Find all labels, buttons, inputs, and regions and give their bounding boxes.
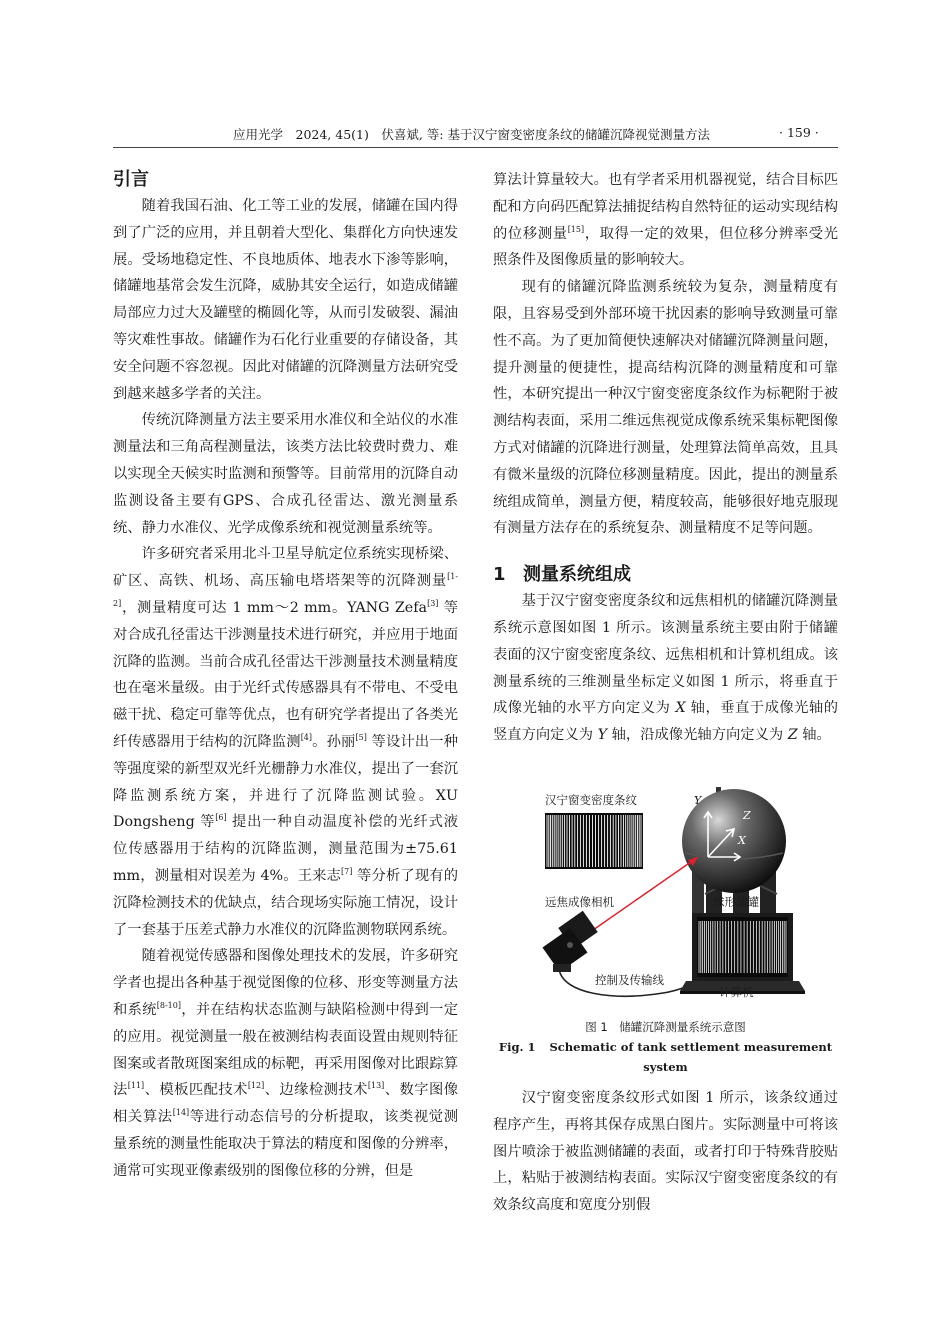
intro-heading: 引言 [113,169,149,190]
label-camera: 远焦成像相机 [545,894,614,909]
figure-1 [493,769,838,1009]
citation: [15] [567,224,585,234]
label-tank: 球形储罐 [713,894,759,909]
citation: [3] [427,599,439,609]
citation: [12] [247,1081,265,1091]
axis-label-z: Z [743,808,751,822]
label-stripe-target: 汉宁窗变密度条纹 [545,792,637,807]
figure-1-caption-cn: 图 1 储罐沉降测量系统示意图 [585,1019,746,1034]
section-title: 测量系统组成 [523,564,631,586]
section-1-paragraph-1: 基于汉宁窗变密度条纹和远焦相机的储罐沉降测量系统示意图如图 1 所示。该测量系统主要由附于储罐表面的汉宁窗变密度条纹、远焦相机和计算机组成。该测量系统的三维测量坐标定义如图 1 所示，将垂直于成像光轴的水平方向定义为 X 轴，垂直于成像光轴的竖直方向定义为 Y 轴，沿成像光轴方向定义为 Z 轴。 [493,593,839,744]
citation: [13] [367,1081,385,1091]
label-cable: 控制及传输线 [595,972,664,987]
citation: [11] [127,1081,145,1091]
stripe-target-image [545,813,643,869]
axis-label-y: Y [694,793,702,807]
camera-image [542,911,597,972]
header-rule [113,147,838,148]
intro-paragraph-3: 许多研究者采用北斗卫星导航定位系统实现桥梁、矿区、高铁、机场、高压输电塔塔架等的沉降测量[1-2]，测量精度可达 1 mm～2 mm。YANG Zefa[3] 等对合成孔径雷达干涉测量技术进行研究，并应用于地面沉降的监测。当前合成孔径雷达干涉测量技术测量精度也在毫米量级。由于光纤式传感器具有不带电、不受电磁干扰、稳定可靠等优点，也有研究学者提出了各类光纤传感器用于结构的沉降监测[4]。孙丽[5] 等设计出一种等强度梁的新型双光纤光栅静力水准仪，提出了一套沉降监测系统方案，并进行了沉降监测试验。XU Dongsheng 等[6] 提出一种自动温度补偿的光纤式液位传感器用于结构的沉降监测，测量范围为±75.61 mm，测量相对误差为 4%。王来志[7] 等分析了现有的沉降检测技术的优缺点，结合现场实际施工情况，设计了一套基于压差式静力水准仪的沉降监测物联网系统。 [113,546,459,938]
section-number: 1 [493,564,506,586]
section-1-paragraph-2: 汉宁窗变密度条纹形式如图 1 所示，该条纹通过程序产生，再将其保存成黑白图片。实际测量中可将该图片喷涂于被监测储罐的表面，或者打印于特殊背胶贴上，粘贴于被测结构表面。实际汉宁窗变密度条纹的有效条纹高度和宽度分别假 [493,1089,838,1214]
citation: [4] [300,733,313,743]
running-header [0,125,950,145]
citation: [14] [172,1108,190,1118]
axis-label-x: X [738,833,746,847]
citation: [6] [215,813,227,823]
figure-1-caption-en: Fig. 1 Schematic of tank settlement measurement system [498,1039,833,1074]
intro-paragraph-4: 随着视觉传感器和图像处理技术的发展，许多研究学者也提出各种基于视觉图像的位移、形变等测量方法和系统[8-10]，并在结构状态监测与缺陷检测中得到一定的应用。视觉测量一般在被测结构表面设置由规则特征图案或者散斑图案组成的标靶，再采用图像对比跟踪算法[11]、模板匹配技术[12]、边缘检测技术[13]、数字图像相关算法[14]等进行动态信号的分析提取，该类视觉测量系统的测量性能取决于算法的精度和图像的分辨率，通常可实现亚像素级别的图像位移的分辨，但是 [113,948,459,1179]
left-column [113,167,458,1184]
label-computer: 计算机 [719,984,754,999]
citation: [1-2] [113,572,458,609]
intro-paragraph-5: 算法计算量较大。也有学者采用机器视觉，结合目标匹配和方向码匹配算法捕捉结构自然特征的运动实现结构的位移测量[15]，取得一定的效果，但位移分辨率受光照条件及图像质量的影响较大。 [493,172,839,269]
journal-line: 应用光学 2024, 45(1) 伏喜斌, 等: 基于汉宁窗变密度条纹的储罐沉降视觉测量方法 [233,127,711,142]
page-number: · 159 · [779,125,819,140]
citation: [5] [355,733,367,743]
section-1-heading [493,562,838,588]
intro-paragraph-2: 传统沉降测量方法主要采用水准仪和全站仪的水准测量法和三角高程测量法，该类方法比较费时费力、难以实现全天候实时监测和预警等。目前常用的沉降自动监测设备主要有GPS、合成孔径雷达、激光测量系统、静力水准仪、光学成像系统和视觉测量系统等。 [113,412,458,536]
citation: [7] [341,867,353,877]
intro-paragraph-1: 随着我国石油、化工等工业的发展，储罐在国内得到了广泛的应用，并且朝着大型化、集群化方向快速发展。受场地稳定性、不良地质体、地表水下渗等影响，储罐地基常会发生沉降，威胁其安全运行，如造成储罐局部应力过大及罐壁的椭圆化等，从而引发破裂、漏油等灾难性事故。储罐作为石化行业重要的存储设备，其安全问题不容忽视。因此对储罐的沉降测量方法研究受到越来越多学者的关注。 [113,198,458,402]
intro-paragraph-6: 现有的储罐沉降监测系统较为复杂，测量精度有限，且容易受到外部环境干扰因素的影响导致测量可靠性不高。为了更加简便快速解决对储罐沉降测量问题，提升测量的便捷性，提高结构沉降的测量精度和可靠性，本研究提出一种汉宁窗变密度条纹作为标靶附于被测结构表面，采用二维远焦视觉成像系统采集标靶图像方式对储罐的沉降进行测量，处理算法简单高效，且具有微米量级的沉降位移测量精度。因此，提出的测量系统组成简单，测量方便，精度较高，能够很好地克服现有测量方法存在的系统复杂、测量精度不足等问题。 [493,279,838,537]
computer-image [680,913,805,994]
citation: [8-10] [156,1001,181,1011]
right-column [493,167,838,1219]
